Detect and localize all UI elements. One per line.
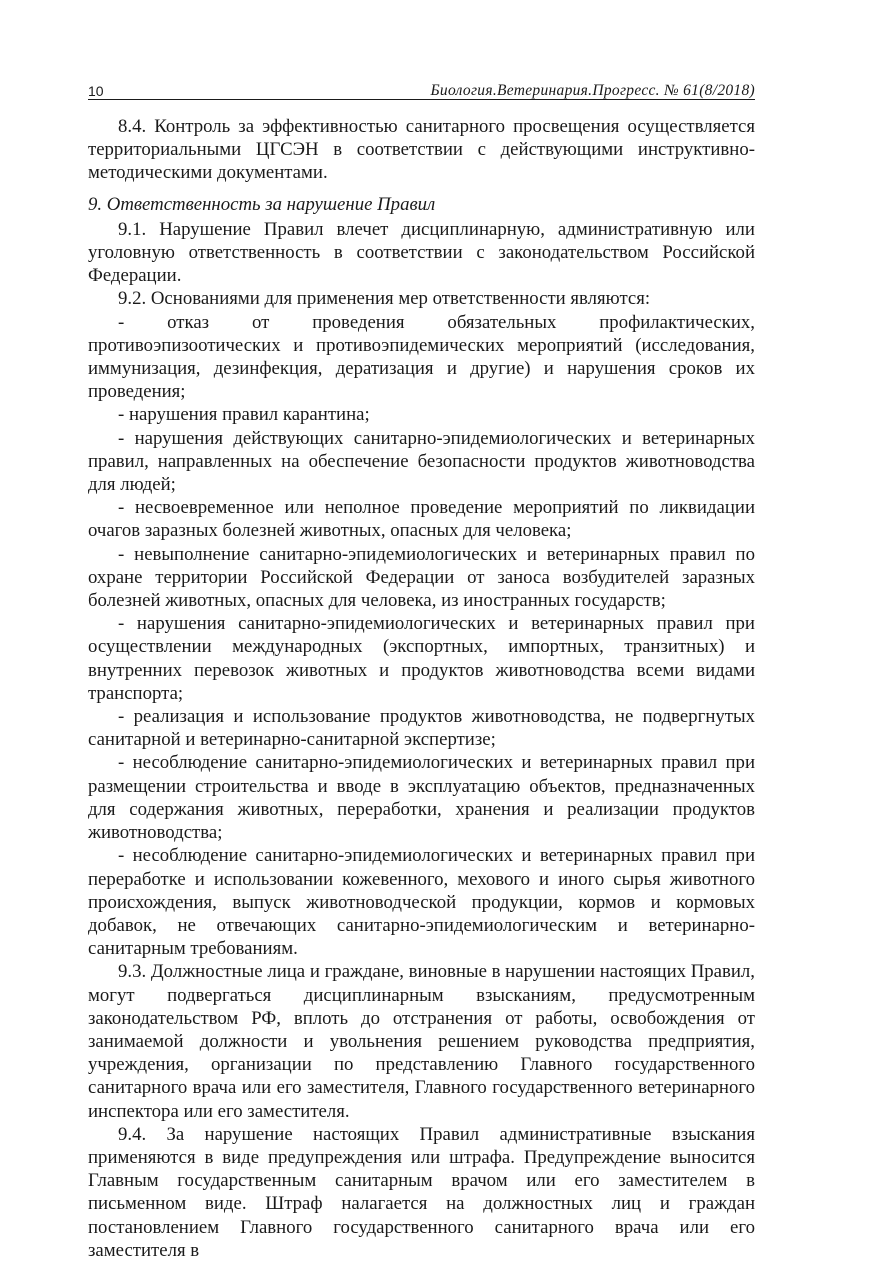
section-9-title: 9. Ответственность за нарушение Правил: [88, 193, 436, 215]
journal-title: Биология.Ветеринария.Прогресс. № 61(8/2018): [430, 82, 755, 99]
list-item: - нарушения правил карантина;: [118, 404, 370, 426]
paragraph-9-4: 9.4. За нарушение настоящих Правил административные взыскания применяются в виде предупреждения или штрафа. Предупреждение выносится Главным государственным санитарным врачом или его заместителем в письменном виде. Штраф налагается на должностных лиц и граждан постановлением Главного государственного санитарного врача или его заместителя в: [88, 1123, 755, 1261]
list-item: - нарушения действующих санитарно-эпидемиологических и ветеринарных правил, направленных на обеспечение безопасности продуктов животноводства для людей;: [88, 427, 755, 496]
paragraph-9-2: 9.2. Основаниями для применения мер ответственности являются:: [118, 288, 651, 310]
list-item: - невыполнение санитарно-эпидемиологических и ветеринарных правил по охране территории Российской Федерации от заноса возбудителей заразных болезней животных, опасных для человека, из иностранных государств;: [88, 543, 755, 612]
list-item: - несоблюдение санитарно-эпидемиологических и ветеринарных правил при размещении строительства и вводе в эксплуатацию объектов, предназначенных для содержания животных, переработки, хранения и реализации продуктов животноводства;: [88, 752, 755, 844]
list-item: - нарушения санитарно-эпидемиологических и ветеринарных правил при осуществлении международных (экспортных, импортных, транзитных) и внутренних перевозок животных и продуктов животноводства всеми видами транспорта;: [88, 613, 755, 704]
paragraph-8-4: 8.4. Контроль за эффективностью санитарного просвещения осуществляется территориальными ЦГСЭН в соответствии с действующими инструктивно-методическими документами.: [88, 116, 755, 184]
paragraph-9-3: 9.3. Должностные лица и граждане, виновные в нарушении настоящих Правил, могут подвергаться дисциплинарным взысканиям, предусмотренным законодательством РФ, вплоть до отстранения от работы, освобождения от занимаемой должности и увольнения решением руководства предприятия, учреждения, организации по представлению Главного государственного санитарного врача или его заместителя, Главного государственного ветеринарного инспектора или его заместителя.: [88, 961, 755, 1122]
list-item: - реализация и использование продуктов животноводства, не подвергнутых санитарной и ветеринарно-санитарной экспертизе;: [88, 706, 755, 751]
list-item: - несоблюдение санитарно-эпидемиологических и ветеринарных правил при переработке и использовании кожевенного, мехового и иного сырья животного происхождения, выпуск животноводческой продукции, кормов и кормовых добавок, не отвечающих санитарно-эпидемиологическим и ветеринарно-санитарным требованиям.: [88, 845, 755, 960]
page-number: 10: [88, 83, 104, 99]
list-item: - несвоевременное или неполное проведение мероприятий по ликвидации очагов заразных болезней животных, опасных для человека;: [88, 497, 755, 542]
paragraph-9-1: 9.1. Нарушение Правил влечет дисциплинарную, административную или уголовную ответственность в соответствии с законодательством Российской Федерации.: [88, 218, 755, 287]
document-page: [88, 0, 755, 1261]
document-body: [88, 115, 755, 1262]
running-header: [88, 79, 755, 100]
list-item: - отказ от проведения обязательных профилактических, противоэпизоотических и противоэпидемических мероприятий (исследования, иммунизация, дезинфекция, дератизация и другие) и нарушения сроков их проведения;: [88, 311, 755, 403]
